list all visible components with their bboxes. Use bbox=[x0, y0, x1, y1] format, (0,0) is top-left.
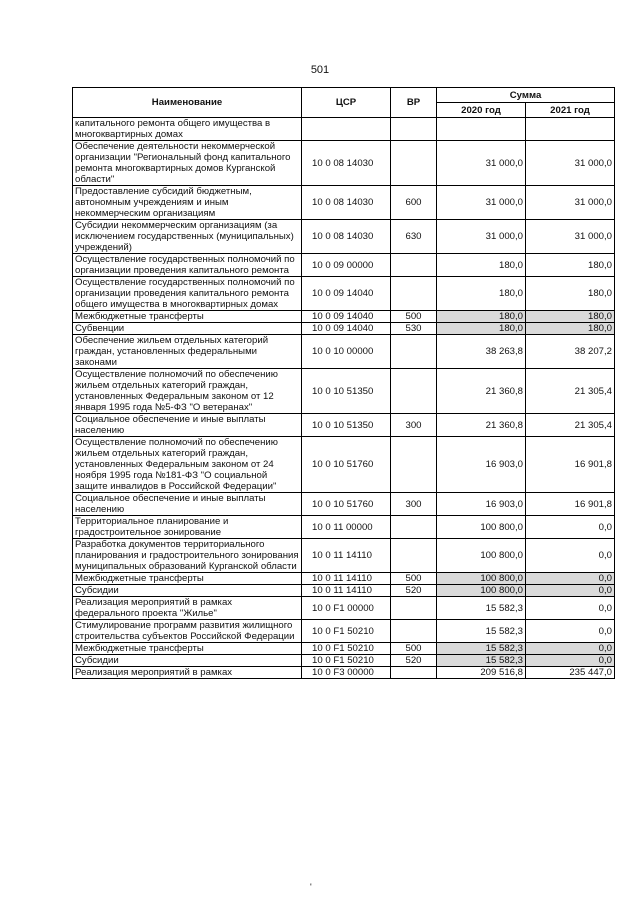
table-row bbox=[73, 643, 615, 655]
cell-sum-2021: 38 207,2 bbox=[526, 335, 615, 369]
cell-sum-2021: 0,0 bbox=[526, 539, 615, 573]
table-row bbox=[73, 620, 615, 643]
cell-name: Реализация мероприятий в рамках bbox=[73, 667, 302, 679]
cell-name: Осуществление государственных полномочий по организации проведения капитального ремонта bbox=[73, 254, 302, 277]
cell-csr: 10 0 08 14030 bbox=[302, 186, 391, 220]
table-row bbox=[73, 118, 615, 141]
cell-csr: 10 0 10 51760 bbox=[302, 493, 391, 516]
cell-name: Реализация мероприятий в рамках федерального проекта "Жилье" bbox=[73, 597, 302, 620]
cell-name: Обеспечение жильем отдельных категорий граждан, установленных федеральными законами bbox=[73, 335, 302, 369]
table-row bbox=[73, 539, 615, 573]
cell-sum-2021: 0,0 bbox=[526, 516, 615, 539]
cell-sum-2021: 31 000,0 bbox=[526, 141, 615, 186]
cell-sum-2020: 180,0 bbox=[437, 277, 526, 311]
cell-vr: 500 bbox=[391, 643, 437, 655]
column-header-name: Наименование bbox=[73, 88, 302, 118]
cell-vr: 600 bbox=[391, 186, 437, 220]
cell-sum-2020: 180,0 bbox=[437, 254, 526, 277]
cell-sum-2020 bbox=[437, 118, 526, 141]
cell-name: Обеспечение деятельности некоммерческой организации "Региональный фонд капитального ремонта многоквартирных домов Курганской области" bbox=[73, 141, 302, 186]
cell-csr: 10 0 09 00000 bbox=[302, 254, 391, 277]
cell-sum-2021: 0,0 bbox=[526, 620, 615, 643]
cell-csr: 10 0 F1 00000 bbox=[302, 597, 391, 620]
table-row bbox=[73, 597, 615, 620]
cell-vr bbox=[391, 141, 437, 186]
cell-sum-2020: 100 800,0 bbox=[437, 516, 526, 539]
cell-sum-2020: 31 000,0 bbox=[437, 220, 526, 254]
cell-sum-2021: 235 447,0 bbox=[526, 667, 615, 679]
cell-sum-2021: 16 901,8 bbox=[526, 437, 615, 493]
cell-vr: 520 bbox=[391, 585, 437, 597]
cell-sum-2021: 0,0 bbox=[526, 585, 615, 597]
cell-csr: 10 0 F3 00000 bbox=[302, 667, 391, 679]
cell-vr bbox=[391, 516, 437, 539]
cell-sum-2021: 0,0 bbox=[526, 573, 615, 585]
cell-sum-2021: 0,0 bbox=[526, 643, 615, 655]
table-row bbox=[73, 516, 615, 539]
table-row bbox=[73, 573, 615, 585]
column-header-csr: ЦСР bbox=[302, 88, 391, 118]
cell-sum-2021: 180,0 bbox=[526, 323, 615, 335]
cell-sum-2020: 21 360,8 bbox=[437, 369, 526, 414]
cell-csr: 10 0 11 14110 bbox=[302, 585, 391, 597]
cell-name: Социальное обеспечение и иные выплаты населению bbox=[73, 414, 302, 437]
cell-csr: 10 0 F1 50210 bbox=[302, 655, 391, 667]
cell-sum-2020: 31 000,0 bbox=[437, 141, 526, 186]
cell-vr bbox=[391, 539, 437, 573]
table-row bbox=[73, 220, 615, 254]
cell-sum-2021: 0,0 bbox=[526, 597, 615, 620]
column-header-2020: 2020 год bbox=[437, 103, 526, 118]
budget-table bbox=[72, 87, 615, 679]
cell-name: Осуществление полномочий по обеспечению жильем отдельных категорий граждан, установленных Федеральным законом от 24 ноября 1995 года №181-ФЗ "О социальной защите инвалидов в Российской Федерации" bbox=[73, 437, 302, 493]
cell-sum-2021: 180,0 bbox=[526, 254, 615, 277]
page-mark: ' bbox=[310, 882, 312, 892]
cell-sum-2021: 180,0 bbox=[526, 277, 615, 311]
cell-name: Субсидии некоммерческим организациям (за исключением государственных (муниципальных) учреждений) bbox=[73, 220, 302, 254]
cell-sum-2020: 180,0 bbox=[437, 323, 526, 335]
cell-vr bbox=[391, 277, 437, 311]
table-row bbox=[73, 311, 615, 323]
cell-name: Предоставление субсидий бюджетным, автономным учреждениям и иным некоммерческим организациям bbox=[73, 186, 302, 220]
cell-vr: 500 bbox=[391, 311, 437, 323]
cell-csr: 10 0 11 14110 bbox=[302, 539, 391, 573]
table-row bbox=[73, 141, 615, 186]
cell-csr: 10 0 10 51350 bbox=[302, 369, 391, 414]
cell-name: Разработка документов территориального планирования и градостроительного зонирования муниципальных образований Курганской области bbox=[73, 539, 302, 573]
cell-vr bbox=[391, 369, 437, 414]
table-row bbox=[73, 254, 615, 277]
cell-sum-2021: 21 305,4 bbox=[526, 414, 615, 437]
table-row bbox=[73, 186, 615, 220]
cell-name: Межбюджетные трансферты bbox=[73, 643, 302, 655]
column-header-sum: Сумма bbox=[437, 88, 615, 103]
table-row bbox=[73, 369, 615, 414]
column-header-2021: 2021 год bbox=[526, 103, 615, 118]
page-number: 501 bbox=[310, 64, 330, 76]
cell-name: Субсидии bbox=[73, 585, 302, 597]
cell-sum-2021: 31 000,0 bbox=[526, 186, 615, 220]
cell-sum-2021: 0,0 bbox=[526, 655, 615, 667]
cell-name: Осуществление государственных полномочий по организации проведения капитального ремонта общего имущества в многоквартирных домах bbox=[73, 277, 302, 311]
cell-csr: 10 0 10 51350 bbox=[302, 414, 391, 437]
cell-csr: 10 0 11 14110 bbox=[302, 573, 391, 585]
cell-sum-2020: 16 903,0 bbox=[437, 437, 526, 493]
cell-sum-2020: 16 903,0 bbox=[437, 493, 526, 516]
table-header bbox=[73, 88, 615, 118]
cell-name: Межбюджетные трансферты bbox=[73, 311, 302, 323]
table-row bbox=[73, 277, 615, 311]
cell-csr: 10 0 08 14030 bbox=[302, 141, 391, 186]
cell-vr: 300 bbox=[391, 493, 437, 516]
cell-vr bbox=[391, 335, 437, 369]
cell-sum-2020: 100 800,0 bbox=[437, 539, 526, 573]
table-row bbox=[73, 585, 615, 597]
cell-csr: 10 0 09 14040 bbox=[302, 311, 391, 323]
cell-sum-2021: 21 305,4 bbox=[526, 369, 615, 414]
table-row bbox=[73, 414, 615, 437]
cell-name: капитального ремонта общего имущества в многоквартирных домах bbox=[73, 118, 302, 141]
table-row bbox=[73, 323, 615, 335]
cell-sum-2020: 31 000,0 bbox=[437, 186, 526, 220]
cell-csr: 10 0 10 51760 bbox=[302, 437, 391, 493]
cell-csr: 10 0 08 14030 bbox=[302, 220, 391, 254]
cell-sum-2021: 31 000,0 bbox=[526, 220, 615, 254]
cell-sum-2020: 180,0 bbox=[437, 311, 526, 323]
cell-sum-2020: 100 800,0 bbox=[437, 585, 526, 597]
cell-csr: 10 0 09 14040 bbox=[302, 277, 391, 311]
cell-csr: 10 0 10 00000 bbox=[302, 335, 391, 369]
cell-csr: 10 0 09 14040 bbox=[302, 323, 391, 335]
cell-vr: 300 bbox=[391, 414, 437, 437]
cell-sum-2021: 180,0 bbox=[526, 311, 615, 323]
cell-sum-2020: 15 582,3 bbox=[437, 620, 526, 643]
cell-sum-2021: 16 901,8 bbox=[526, 493, 615, 516]
cell-csr: 10 0 F1 50210 bbox=[302, 643, 391, 655]
cell-name: Осуществление полномочий по обеспечению жильем отдельных категорий граждан, установленных Федеральным законом от 12 января 1995 года №5-ФЗ "О ветеранах" bbox=[73, 369, 302, 414]
cell-sum-2020: 21 360,8 bbox=[437, 414, 526, 437]
cell-vr: 630 bbox=[391, 220, 437, 254]
cell-sum-2020: 38 263,8 bbox=[437, 335, 526, 369]
table-row bbox=[73, 655, 615, 667]
cell-sum-2020: 15 582,3 bbox=[437, 643, 526, 655]
cell-vr bbox=[391, 437, 437, 493]
cell-vr: 530 bbox=[391, 323, 437, 335]
cell-vr bbox=[391, 254, 437, 277]
cell-vr: 500 bbox=[391, 573, 437, 585]
table-body bbox=[73, 118, 615, 679]
table-row bbox=[73, 335, 615, 369]
cell-vr bbox=[391, 118, 437, 141]
cell-name: Субсидии bbox=[73, 655, 302, 667]
column-header-vr: ВР bbox=[391, 88, 437, 118]
cell-csr: 10 0 11 00000 bbox=[302, 516, 391, 539]
cell-vr bbox=[391, 667, 437, 679]
table-row bbox=[73, 437, 615, 493]
cell-name: Социальное обеспечение и иные выплаты населению bbox=[73, 493, 302, 516]
cell-vr: 520 bbox=[391, 655, 437, 667]
cell-vr bbox=[391, 597, 437, 620]
cell-name: Субвенции bbox=[73, 323, 302, 335]
cell-name: Стимулирование программ развития жилищного строительства субъектов Российской Федерации bbox=[73, 620, 302, 643]
cell-sum-2020: 100 800,0 bbox=[437, 573, 526, 585]
cell-name: Межбюджетные трансферты bbox=[73, 573, 302, 585]
cell-sum-2020: 15 582,3 bbox=[437, 597, 526, 620]
cell-sum-2020: 209 516,8 bbox=[437, 667, 526, 679]
cell-name: Территориальное планирование и градостроительное зонирование bbox=[73, 516, 302, 539]
table-row bbox=[73, 667, 615, 679]
cell-csr bbox=[302, 118, 391, 141]
cell-sum-2020: 15 582,3 bbox=[437, 655, 526, 667]
table-row bbox=[73, 493, 615, 516]
cell-vr bbox=[391, 620, 437, 643]
cell-csr: 10 0 F1 50210 bbox=[302, 620, 391, 643]
cell-sum-2021 bbox=[526, 118, 615, 141]
